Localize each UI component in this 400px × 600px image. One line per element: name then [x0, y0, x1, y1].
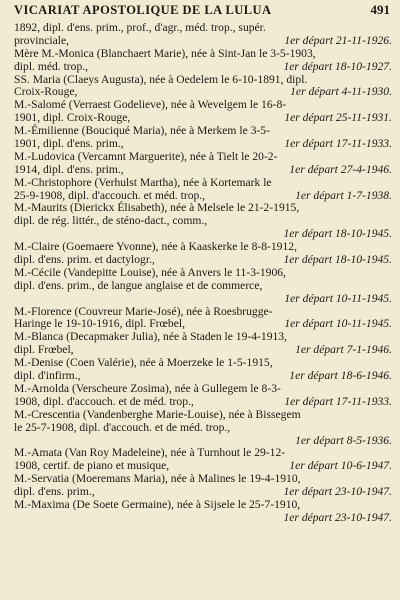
- entry: [14, 22, 392, 48]
- entry-line: [14, 370, 392, 383]
- entry-line: [14, 164, 392, 177]
- entry-text: M.-Claire (Goemaere Yvonne), née à Kaaskerke le 8-8-1912,: [14, 240, 297, 254]
- entry: [14, 473, 392, 499]
- entry: [14, 499, 392, 525]
- departure-value: 18-10-1927.: [332, 59, 392, 73]
- departure-label: 1er départ: [284, 317, 333, 331]
- departure-label: 1er départ: [283, 510, 333, 524]
- entry-text: M.-Arnolda (Verscheure Zosima), née à Gullegem le 8-3-: [14, 381, 281, 395]
- entry-text: 1908, certif. de piano et musique,: [14, 459, 170, 473]
- entry-line: [14, 396, 392, 409]
- entry: [14, 202, 392, 241]
- departure-date: [283, 370, 392, 383]
- entry: [14, 177, 392, 203]
- entry-line: [14, 293, 392, 306]
- departure-value: 4-11-1930.: [338, 85, 392, 99]
- departure-value: 7-1-1946.: [343, 343, 392, 357]
- entry-text: M.-Maxima (De Soete Germaine), née à Sijsele le 25-7-1910,: [14, 497, 301, 511]
- departure-value: 10-6-1947.: [337, 459, 392, 473]
- departure-value: 25-11-1931.: [332, 111, 392, 125]
- entry-text: dipl. d'ens. prim.,: [14, 485, 95, 499]
- departure-date: [277, 512, 392, 525]
- departure-label: 1er départ: [289, 162, 338, 176]
- entry-text: M.-Crescentia (Vandenberghe Marie-Louise), née à Bissegem: [14, 407, 301, 421]
- entry-text: 1901, dipl. Croix-Rouge,: [14, 111, 131, 125]
- entry-text: M.-Florence (Couvreur Marie-José), née à Roesbrugge-: [14, 304, 273, 318]
- departure-label: 1er départ: [284, 291, 333, 305]
- departure-label: 1er départ: [283, 253, 333, 267]
- entry: [14, 74, 392, 100]
- entry-text: dipl. de rég. littér., de sténo-dact., comm.,: [14, 214, 208, 228]
- departure-label: 1er départ: [283, 485, 333, 499]
- entry-text: 25-9-1908, dipl. d'accouch. et méd. trop.,: [14, 188, 206, 202]
- entry: [14, 125, 392, 151]
- entry: [14, 331, 392, 357]
- departure-date: [278, 138, 392, 151]
- entry-text: SS. Maria (Claeys Augusta), née à Oedelem le 6-10-1891, dipl.: [14, 72, 308, 86]
- departure-value: 27-4-1946.: [337, 162, 392, 176]
- departure-date: [284, 86, 392, 99]
- departure-label: 1er départ: [289, 369, 338, 383]
- departure-label: 1er départ: [283, 227, 333, 241]
- entry-text: M.-Denise (Coen Valérie), née à Moerzeke le 1-5-1915,: [14, 356, 273, 370]
- entry-text: dipl. d'infirm.,: [14, 369, 81, 383]
- departure-date: [277, 254, 392, 267]
- entry-text: M.-Cécile (Vandepitte Louise), née à Anvers le 11-3-1906,: [14, 265, 286, 279]
- departure-date: [278, 293, 392, 306]
- departure-value: 18-10-1945.: [332, 253, 392, 267]
- departure-value: 10-11-1945.: [332, 291, 392, 305]
- entry-line: [14, 409, 392, 422]
- page-header: [0, 0, 400, 22]
- departure-value: 17-11-1933.: [332, 394, 392, 408]
- entry-text: 1914, dipl. d'ens. prim.,: [14, 162, 124, 176]
- entry-text: Haringe le 19-10-1916, dipl. Frœbel,: [14, 317, 185, 331]
- departure-value: 18-10-1945.: [332, 227, 392, 241]
- entry-text: dipl. d'ens. prim., de langue anglaise et de commerce,: [14, 278, 263, 292]
- departure-value: 18-6-1946.: [337, 369, 392, 383]
- departure-value: 8-5-1936.: [343, 433, 392, 447]
- departure-date: [289, 435, 392, 448]
- entry-line: [14, 61, 392, 74]
- departure-date: [277, 61, 392, 74]
- running-title: VICARIAT APOSTOLIQUE DE LA LULUA: [14, 3, 272, 17]
- departure-date: [289, 344, 392, 357]
- entry: [14, 357, 392, 383]
- departure-value: 1-7-1938.: [343, 188, 392, 202]
- departure-label: 1er départ: [284, 394, 333, 408]
- entry: [14, 409, 392, 448]
- departure-label: 1er départ: [283, 59, 333, 73]
- entry: [14, 151, 392, 177]
- entry-text: dipl. méd. trop.,: [14, 59, 89, 73]
- departure-value: 23-10-1947.: [332, 510, 392, 524]
- entry: [14, 306, 392, 332]
- departure-label: 1er départ: [284, 111, 333, 125]
- entry-text: M.-Servatia (Moeremans Maria), née à Malines le 19-4-1910,: [14, 472, 301, 486]
- entry: [14, 99, 392, 125]
- entry-text: M.-Amata (Van Roy Madeleine), née à Turnhout le 29-12-: [14, 446, 286, 460]
- entry-text: M.-Maurits (Dierickx Élisabeth), née à Melsele le 21-2-1915,: [14, 201, 300, 215]
- entries-list: [14, 22, 392, 525]
- entry-text: provinciale,: [14, 33, 70, 47]
- entry-line: [14, 512, 392, 525]
- departure-date: [283, 164, 392, 177]
- entry-line: [14, 267, 392, 280]
- entry-text: Mère M.-Monica (Blanchaert Marie), née à Sint-Jan le 3-5-1903,: [14, 46, 316, 60]
- departure-date: [278, 35, 392, 48]
- entry-text: M.-Salomé (Verraest Godelieve), née à Wevelgem le 16-8-: [14, 98, 287, 112]
- entry-text: M.-Émilienne (Bouciqué Maria), née à Merkem le 3-5-: [14, 124, 270, 138]
- departure-label: 1er départ: [284, 33, 333, 47]
- entry-text: dipl. d'ens. prim. et dactylogr.,: [14, 253, 155, 267]
- entry: [14, 241, 392, 267]
- entry-text: M.-Christophore (Verhulst Martha), née à Kortemark le: [14, 175, 272, 189]
- page-number: 491: [370, 2, 390, 17]
- departure-date: [278, 318, 392, 331]
- departure-label: 1er départ: [284, 137, 333, 151]
- entry-text: M.-Blanca (Decapmaker Julia), née à Staden le 19-4-1913,: [14, 330, 287, 344]
- entry-line: [14, 35, 392, 48]
- entry-text: 1901, dipl. d'ens. prim.,: [14, 137, 124, 151]
- departure-date: [278, 112, 392, 125]
- entry: [14, 48, 392, 74]
- entry-line: [14, 138, 392, 151]
- entry-line: [14, 254, 392, 267]
- departure-label: 1er départ: [295, 343, 344, 357]
- departure-value: 21-11-1926.: [332, 33, 392, 47]
- departure-label: 1er départ: [290, 85, 339, 99]
- departure-date: [289, 190, 392, 203]
- entry: [14, 383, 392, 409]
- entry-text: 1908, dipl. d'accouch. et de méd. trop.,: [14, 394, 194, 408]
- entry: [14, 267, 392, 306]
- departure-date: [278, 396, 392, 409]
- departure-label: 1er départ: [289, 459, 338, 473]
- departure-label: 1er départ: [295, 188, 344, 202]
- entry-text: dipl. Frœbel,: [14, 343, 74, 357]
- entry-text: 1892, dipl. d'ens. prim., prof., d'agr., méd. trop., supér.: [14, 21, 266, 34]
- entry-text: M.-Ludovica (Vercamnt Marguerite), née à Tielt le 20-2-: [14, 149, 278, 163]
- entry: [14, 447, 392, 473]
- departure-value: 17-11-1933.: [332, 137, 392, 151]
- entry-text: Croix-Rouge,: [14, 85, 78, 99]
- entry-text: le 25-7-1908, dipl. d'accouch. et de méd. trop.,: [14, 420, 231, 434]
- departure-value: 10-11-1945.: [332, 317, 392, 331]
- departure-label: 1er départ: [295, 433, 344, 447]
- departure-value: 23-10-1947.: [332, 485, 392, 499]
